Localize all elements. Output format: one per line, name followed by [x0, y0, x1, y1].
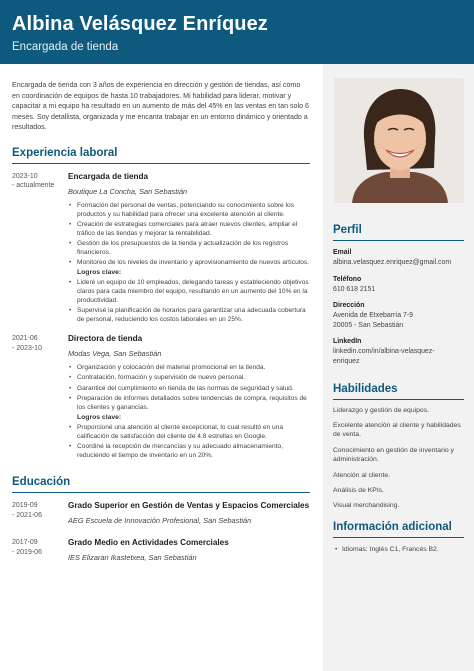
education-section-title: Educación [12, 476, 310, 493]
job-title: Directora de tienda [68, 334, 143, 344]
job-bullet: • Monitoreo de los niveles de inventario y aprovisionamiento de nuevos artículos. [68, 259, 310, 268]
achievements-label: Logros clave: [77, 269, 122, 277]
linkedin-label: LinkedIn [333, 338, 362, 346]
skill-item: Atención al cliente. [333, 471, 391, 479]
school-name: IES Elizaran Ikastetxea, San Sebastián [68, 553, 197, 563]
experience-section-title: Experiencia laboral [12, 147, 310, 164]
degree-title: Grado Superior en Gestión de Ventas y Espacios Comerciales [68, 501, 310, 511]
skill-item: Análisis de KPIs. [333, 487, 384, 494]
job-dates [12, 334, 64, 462]
job-entry [12, 334, 310, 462]
job-company: Boutique La Concha, San Sebastián [68, 186, 188, 196]
achievement-bullet: • Supervisé la planificación de horarios para garantizar una adecuada cobertura de personal, reduciendo los costos laborales en un 25%. [68, 307, 310, 324]
job-bullet: • Creación de estrategias comerciales para atraer nuevos clientes, ampliar el tráfico de las tiendas y mejorar la rentabilidad. [68, 221, 310, 238]
email-value[interactable]: albina.velasquez.enriquez@gmail.com [333, 259, 452, 266]
job-title: Encargada de tienda [68, 171, 149, 181]
address-label: Dirección [333, 302, 365, 310]
education-dates [12, 538, 64, 563]
achievement-bullet: • Coordiné la recepción de mercancías y su adecuado almacenamiento, reduciendo el tiempo de inventario en un 20%. [68, 443, 310, 460]
job-details [64, 334, 310, 462]
address-line2: 20005 - San Sebastián [333, 321, 404, 329]
linkedin-link[interactable] [333, 347, 464, 366]
skill-item: Liderazgo y gestión de equipos. [333, 406, 429, 414]
job-bullets [68, 202, 310, 325]
job-bullet: • Gestión de los presupuestos de la tienda y actualización de los registros financieros. [68, 240, 310, 257]
education-details [64, 501, 310, 526]
job-bullet: • Formación del personal de ventas, potenciando su conocimiento sobre los productos y su habilidad para ofrecer una excelente atención al cliente. [68, 202, 310, 219]
skill-item: Visual merchandising. [333, 502, 400, 510]
education-date-end: - 2019-06 [12, 548, 42, 556]
main-column [12, 80, 310, 563]
profile-photo [334, 78, 464, 203]
linkedin-line1: linkedin.com/in/albina-velasquez- [333, 348, 435, 356]
job-bullets [68, 364, 310, 461]
job-company: Modas Vega, San Sebastián [68, 349, 162, 359]
linkedin-line2: enriquez [333, 357, 360, 365]
education-date-end: - 2021-06 [12, 511, 42, 519]
job-date-start: 2021-06 [12, 335, 38, 343]
job-details [64, 172, 310, 326]
achievements-label: Logros clave: [77, 414, 122, 422]
additional-item: • Idiomas: Inglés C1, Francés B2. [333, 545, 464, 554]
education-details [64, 538, 310, 563]
education-date-start: 2019-09 [12, 502, 38, 510]
job-bullet: • Preparación de informes detallados sobre tendencias de compra, requisitos de los clientes y ganancias. [68, 395, 310, 412]
portrait-image [334, 78, 464, 203]
candidate-role: Encargada de tienda [12, 41, 119, 53]
additional-section-title: Información adicional [333, 521, 464, 538]
candidate-name: Albina Velásquez Enríquez [12, 13, 268, 35]
job-bullet: • Contratación, formación y supervisión de nuevo personal. [68, 374, 310, 383]
job-date-start: 2023-10 [12, 172, 38, 180]
achievement-bullet: • Lideré un equipo de 10 empleados, delegando tareas y estableciendo objetivos claros para cada miembro del equipo, resultando en un aumento del 10% en la productividad. [68, 279, 310, 305]
achievement-bullet: • Proporcioné una atención al cliente excepcional, lo cual resultó en una calificación de satisfacción del cliente de 4.8 estrellas en Google. [68, 424, 310, 441]
education-entry [12, 501, 310, 526]
school-name: AEG Escuela de Innovación Profesional, San Sebastián [68, 516, 252, 526]
education-dates [12, 501, 64, 526]
sidebar [323, 64, 474, 671]
email-label: Email [333, 249, 352, 256]
job-bullet: • Organización y colocación del material promocional en la tienda. [68, 364, 310, 373]
education-date-start: 2017-09 [12, 539, 38, 547]
job-dates [12, 172, 64, 326]
skill-item: Excelente atención al cliente y habilidades de venta. [333, 421, 461, 439]
degree-title: Grado Medio en Actividades Comerciales [68, 538, 229, 548]
profile-section-title: Perfil [333, 224, 464, 241]
phone-value[interactable]: 610 618 2151 [333, 285, 376, 293]
phone-label: Teléfono [333, 275, 362, 283]
skill-item: Conocimiento en gestión de inventario y administración. [333, 446, 454, 464]
job-entry [12, 172, 310, 326]
resume-header [0, 0, 474, 64]
education-entry [12, 538, 310, 563]
address-line1: Avenida de Etxebarría 7-9 [333, 312, 413, 320]
job-date-end: - actualmente [12, 182, 55, 190]
job-bullet: • Garanticé del cumplimiento en tienda de las normas de seguridad y salud. [68, 385, 310, 394]
skills-section-title: Habilidades [333, 383, 464, 400]
summary-text: Encargada de tienda con 3 años de experiencia en dirección y gestión de tiendas, así como en coordinación de equipos de hasta 10 trabajadores. Mi habilidad para liderar, motivar y capacitar a mi equipo ha resultado en un aumento de más del 45% en las ventas en tan solo 6 meses. Soy detallista, organizada y me encanta trabajar en un entorno dinámico y orientado a resultados. [12, 81, 309, 132]
job-date-end: - 2023-10 [12, 344, 42, 352]
